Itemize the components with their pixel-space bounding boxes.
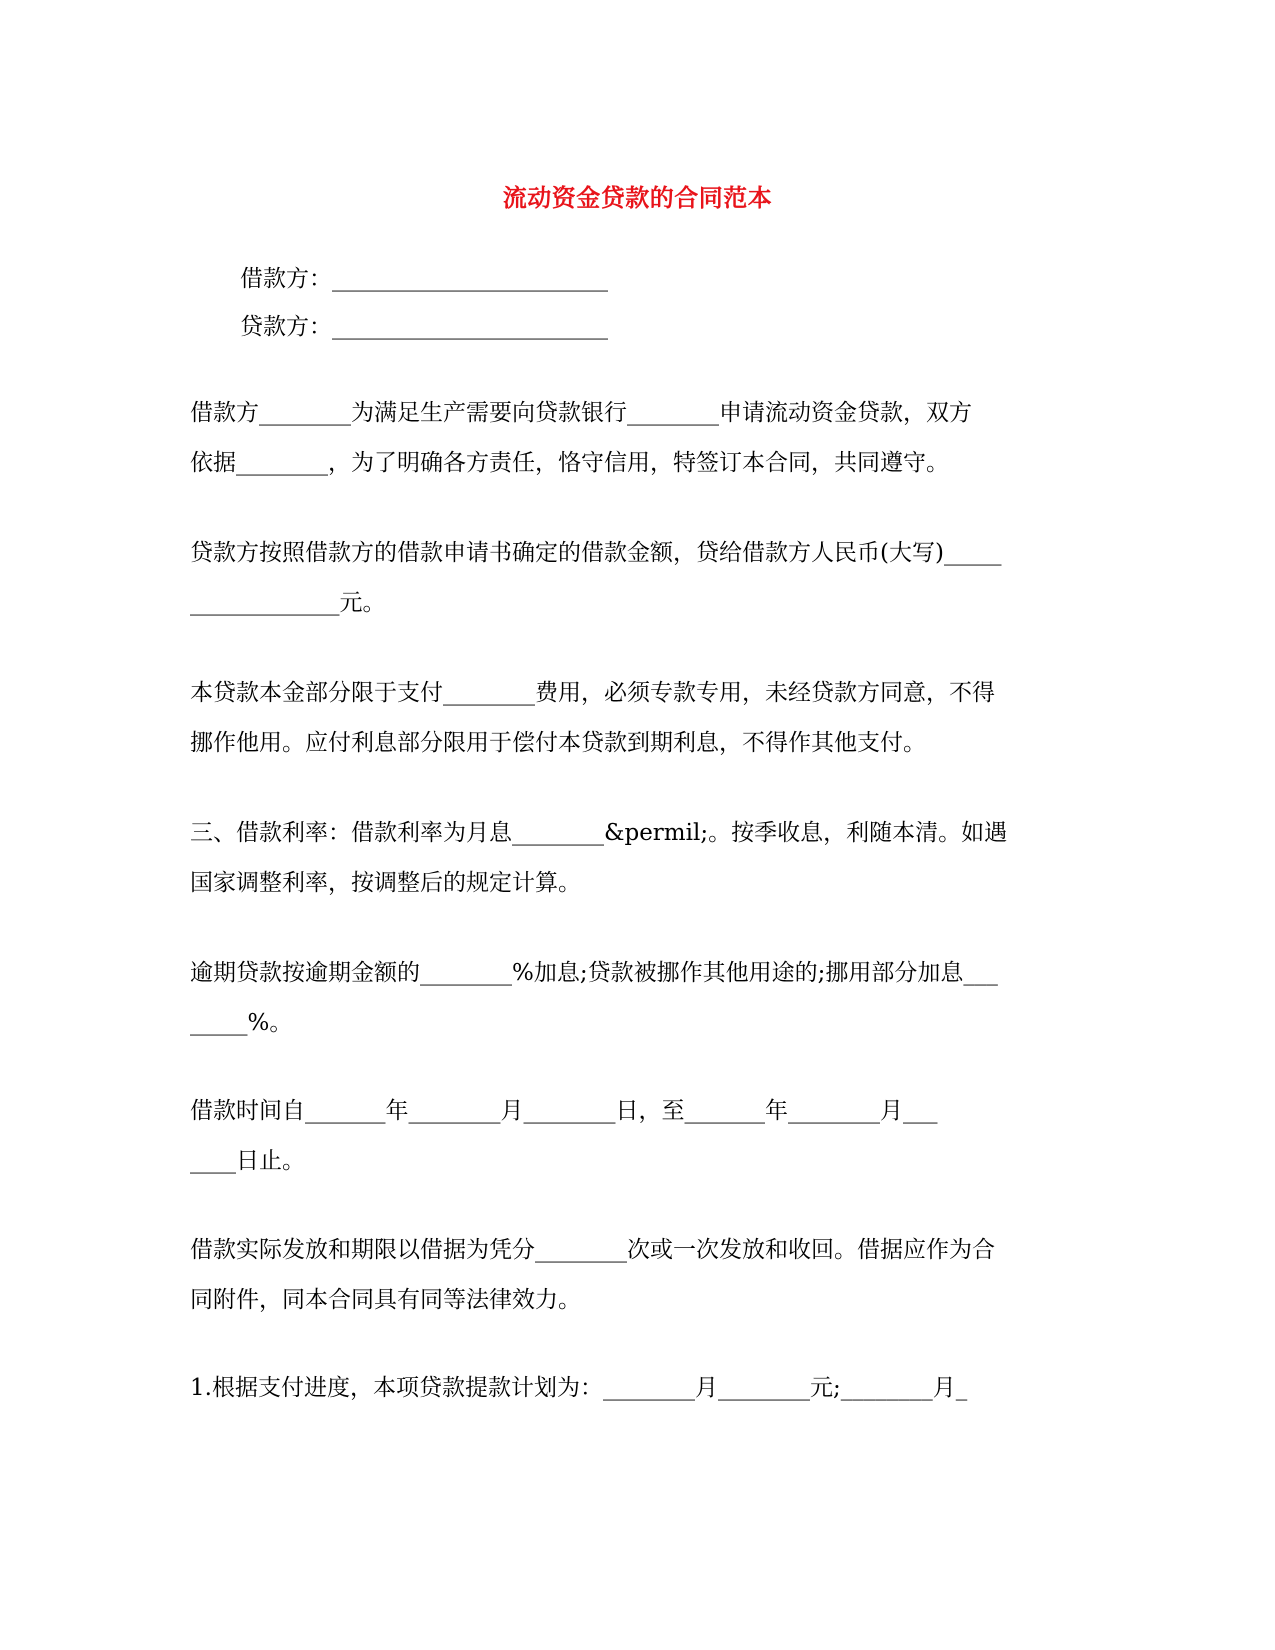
paragraph-amount [190,528,1080,628]
borrower-line: 借款方：________________________ [240,266,608,292]
paragraph-line: 三、借款利率：借款利率为月息________&permil;。按季收息，利随本清。如遇 [190,820,1008,846]
paragraph-line: ____日止。 [190,1148,305,1174]
paragraph-line: 借款时间自_______年________月________日，至_______年________月___ [190,1098,938,1124]
paragraph-line: _____________元。 [190,590,386,616]
paragraph-interest-rate [190,808,1080,908]
paragraph-line: 贷款方按照借款方的借款申请书确定的借款金额，贷给借款方人民币(大写)_____ [190,540,1002,566]
paragraph-line: 挪作他用。应付利息部分限用于偿付本贷款到期利息，不得作其他支付。 [190,730,926,756]
paragraph-line: 逾期贷款按逾期金额的________%加息;贷款被挪作其他用途的;挪用部分加息___ [190,960,998,986]
paragraph-loan-period [190,1086,1080,1186]
paragraph-usage [190,668,1080,768]
lender-line: 贷款方：________________________ [240,314,608,340]
paragraph-withdrawal-plan [190,1363,1080,1413]
paragraph-overdue [190,948,1080,1048]
paragraph-line: 1.根据支付进度，本项贷款提款计划为：________月________元;________月_ [190,1375,968,1401]
paragraph-line: 本贷款本金部分限于支付________费用，必须专款专用，未经贷款方同意，不得 [190,680,995,706]
document-title: 流动资金贷款的合同范本 [502,183,773,212]
paragraph-line: 依据________，为了明确各方责任，恪守信用，特签订本合同，共同遵守。 [190,450,949,476]
paragraph-line: _____%。 [190,1010,293,1036]
paragraph-disbursement [190,1225,1080,1325]
paragraph-line: 借款方________为满足生产需要向贷款银行________申请流动资金贷款，双方 [190,400,972,426]
paragraph-intro [190,388,1080,488]
paragraph-line: 借款实际发放和期限以借据为凭分________次或一次发放和收回。借据应作为合 [190,1237,995,1263]
paragraph-line: 同附件，同本合同具有同等法律效力。 [190,1287,581,1313]
paragraph-line: 国家调整利率，按调整后的规定计算。 [190,870,581,896]
